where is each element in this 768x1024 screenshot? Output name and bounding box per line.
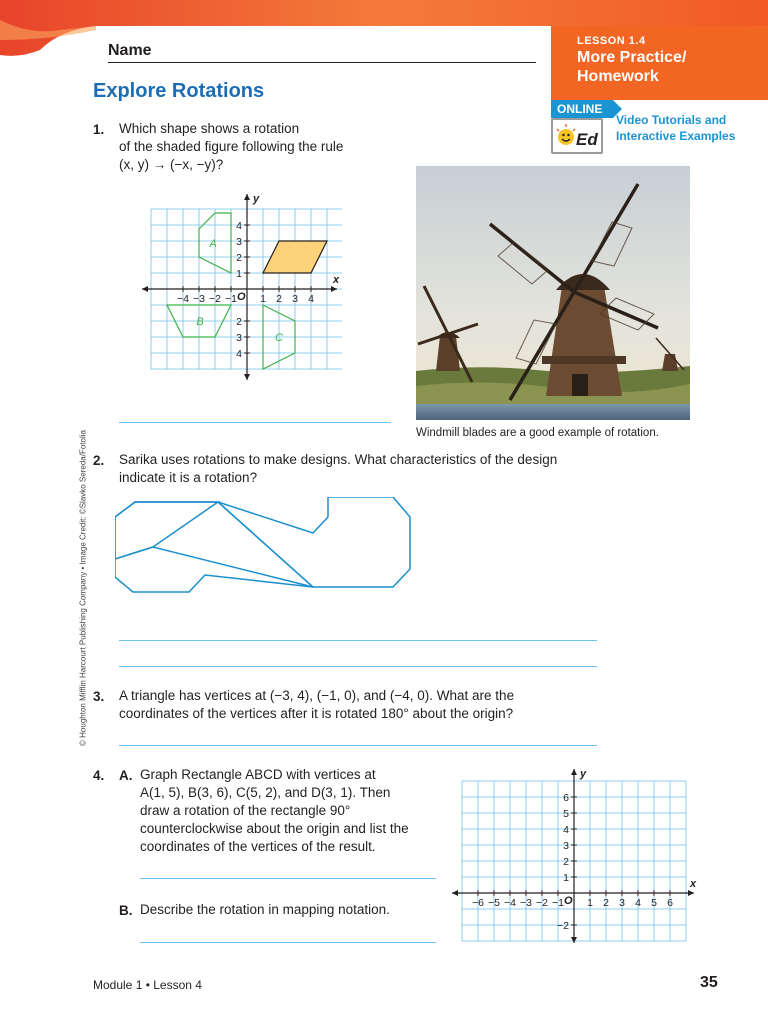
x-tick-label: 4	[308, 293, 314, 305]
x-tick-label: 1	[260, 293, 266, 305]
q4a-line3: draw a rotation of the rectangle 90°	[140, 803, 351, 818]
x-tick-label: 3	[292, 293, 298, 305]
ed-logo-icon[interactable]	[551, 118, 603, 154]
y-tick-label: −2	[557, 920, 569, 932]
y-tick-label: 3	[236, 332, 242, 344]
video-link-line1: Video Tutorials and	[616, 113, 727, 127]
q2-line1: Sarika uses rotations to make designs. What characteristics of the design	[119, 452, 558, 467]
q4a-answer-line[interactable]	[140, 878, 436, 879]
page-number: 35	[700, 974, 718, 991]
footer-module: Module 1 • Lesson 4	[93, 978, 202, 992]
q1-answer-line[interactable]	[119, 422, 391, 423]
q1-text	[119, 120, 343, 174]
q1-line2: of the shaded figure following the rule	[119, 139, 344, 154]
y-tick-label: 5	[563, 808, 569, 820]
x-tick-label: 1	[587, 897, 593, 909]
y-tick-label: 3	[563, 840, 569, 852]
q3-line1: A triangle has vertices at (−3, 4), (−1, 0), and (−4, 0). What are the	[119, 688, 515, 703]
lesson-badge	[551, 26, 768, 100]
q4a-line2: A(1, 5), B(3, 6), C(5, 2), and D(3, 1). Then	[140, 785, 391, 800]
q4-axes	[452, 768, 697, 943]
shape-b-label: B	[196, 316, 204, 328]
q1-number: 1.	[93, 122, 105, 137]
q4b-text: Describe the rotation in mapping notation.	[140, 902, 390, 917]
y-axis-label: y	[253, 193, 260, 205]
q4b-answer-line[interactable]	[140, 942, 436, 943]
origin-label: O	[564, 895, 573, 907]
x-tick-label: −1	[552, 897, 564, 909]
y-tick-label: 4	[236, 348, 242, 360]
q4a-label: A.	[119, 768, 133, 783]
q4b-label: B.	[119, 903, 133, 918]
ed-logo-text: Ed	[576, 130, 598, 149]
y-axis-label: y	[580, 768, 587, 780]
x-tick-label: −2	[536, 897, 548, 909]
photo-caption: Windmill blades are a good example of rotation.	[416, 427, 659, 439]
shaded-trapezoid	[263, 241, 327, 273]
origin-label: O	[237, 291, 246, 303]
x-axis-label: x	[690, 878, 697, 890]
y-tick-label: 2	[563, 856, 569, 868]
y-tick-label: 6	[563, 792, 569, 804]
q3-line2: coordinates of the vertices after it is rotated 180° about the origin?	[119, 706, 514, 721]
q4-number: 4.	[93, 768, 105, 783]
x-tick-label: 6	[667, 897, 673, 909]
name-label: Name	[108, 42, 152, 59]
y-tick-label: 1	[236, 268, 242, 280]
q3-number: 3.	[93, 689, 105, 704]
q4-coordinate-graph[interactable]	[450, 765, 700, 950]
shape-c-label: C	[275, 332, 283, 344]
x-tick-label: 2	[603, 897, 609, 909]
y-tick-label: 4	[236, 220, 242, 232]
q4a-line5: coordinates of the vertices of the result.	[140, 839, 376, 854]
shape-a-label: A	[209, 238, 217, 250]
q3-text	[119, 687, 514, 723]
x-tick-label: −4	[177, 293, 189, 305]
image-credit: © Houghton Mifflin Harcourt Publishing Company • Image Credit: ©Slavko Sereda/Fotolia	[78, 430, 88, 746]
online-tab: ONLINE	[551, 100, 613, 118]
q4a-line1: Graph Rectangle ABCD with vertices at	[140, 767, 376, 782]
y-tick-label: 1	[563, 872, 569, 884]
q2-text	[119, 451, 557, 487]
x-tick-label: −1	[225, 293, 237, 305]
q1-line1: Which shape shows a rotation	[119, 121, 300, 136]
x-tick-label: −4	[504, 897, 516, 909]
q4a-line4: counterclockwise about the origin and list the	[140, 821, 409, 836]
y-tick-label: 2	[236, 316, 242, 328]
x-tick-label: 2	[276, 293, 282, 305]
q2-line2: indicate it is a rotation?	[119, 470, 258, 485]
y-tick-label: 4	[563, 824, 569, 836]
video-tutorials-link[interactable]	[616, 112, 735, 144]
name-field[interactable]	[108, 40, 536, 63]
rotation-design	[115, 497, 413, 598]
page-title: Explore Rotations	[93, 80, 265, 102]
q2-number: 2.	[93, 453, 105, 468]
x-tick-label: −5	[488, 897, 500, 909]
video-link-line2: Interactive Examples	[616, 129, 736, 143]
x-tick-label: 3	[619, 897, 625, 909]
x-axis-label: x	[333, 274, 340, 286]
q1-coordinate-graph	[142, 190, 342, 387]
q2-answer-line-1[interactable]	[119, 640, 597, 641]
x-tick-label: 4	[635, 897, 641, 909]
y-tick-label: 2	[236, 252, 242, 264]
lesson-number: LESSON 1.4	[577, 35, 646, 47]
q4a-text	[140, 766, 409, 856]
q1-axes	[142, 193, 340, 380]
x-tick-label: −3	[193, 293, 205, 305]
x-tick-label: −2	[209, 293, 221, 305]
x-tick-label: −3	[520, 897, 532, 909]
x-tick-label: −6	[472, 897, 484, 909]
lesson-title-line2: Homework	[577, 68, 659, 85]
q3-answer-line[interactable]	[119, 745, 597, 746]
lesson-title-line1: More Practice/	[577, 49, 687, 66]
q1-line3: (x, y) → (−x, −y)?	[119, 157, 224, 172]
y-tick-label: 3	[236, 236, 242, 248]
windmill-photo	[416, 166, 690, 420]
q2-answer-line-2[interactable]	[119, 666, 597, 667]
x-tick-label: 5	[651, 897, 657, 909]
